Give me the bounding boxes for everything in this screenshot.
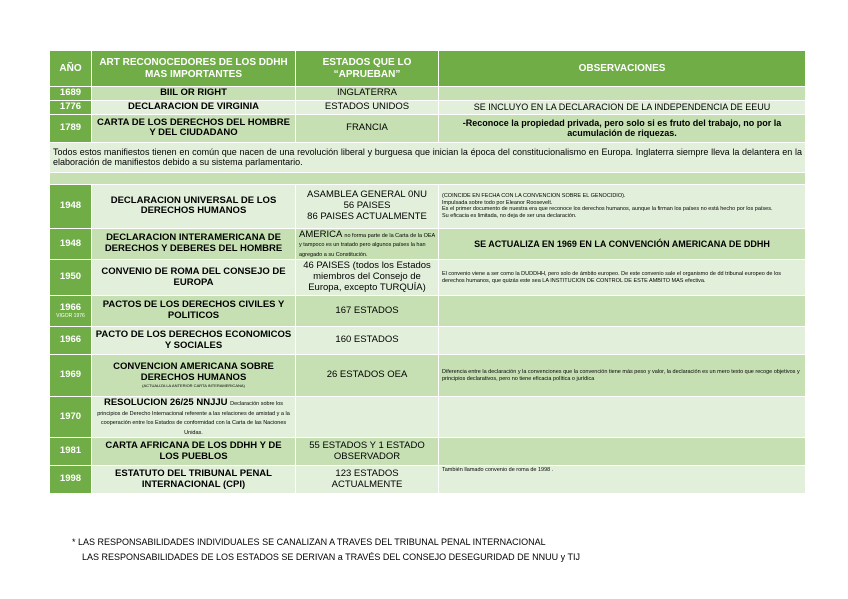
table-row: [50, 397, 806, 438]
row-observations: [439, 327, 806, 355]
obs-line: Impulsada sobre todo por Eleanor Roosevelt.: [442, 199, 553, 206]
row-year: 1998: [50, 466, 92, 494]
header-year: AÑO: [50, 51, 92, 87]
table-row: [50, 260, 806, 296]
row-art: PACTOS DE LOS DERECHOS CIVILES Y POLITICOS: [92, 296, 296, 327]
row-states: 167 ESTADOS: [296, 296, 439, 327]
row-observations: El convenio viene a ser como la DUDDHH, pero solo de ámbito europeo. De este convenio sale el organismo de dd tribunal europeo de los derechos humanos, que quizás este sea LA INSTITUCION DE CONTROL DE ESTE AMBITO MAS efectiva.: [439, 260, 806, 296]
row-observations: -Reconoce la propiedad privada, pero solo si es fruto del trabajo, no por la acumulación de riquezas.: [439, 114, 806, 142]
table-row: [50, 438, 806, 466]
header-observations: OBSERVACIONES: [439, 51, 806, 87]
art-note: Declaración sobre los principios de Derecho Internacional referente a las relaciones de amistad y a la cooperación entre los Estados de conformidad con la Carta de las Naciones Unidas.: [97, 401, 290, 436]
table-header: [50, 51, 806, 87]
table-row: [50, 100, 806, 114]
row-states: [296, 397, 439, 438]
table-row: [50, 228, 806, 260]
art-note: (ACTUALIZA LA ANTERIOR CARTA INTERAMERICANA): [142, 383, 245, 389]
row-year: 1948: [50, 228, 92, 260]
table-row: [50, 87, 806, 101]
row-year: 1950: [50, 260, 92, 296]
year-main: 1966: [59, 301, 82, 313]
row-states: 55 ESTADOS Y 1 ESTADO OBSERVADOR: [296, 438, 439, 466]
row-states: 160 ESTADOS: [296, 327, 439, 355]
row-observations: [439, 397, 806, 438]
row-year: 1689: [50, 87, 92, 101]
row-year: [50, 296, 92, 327]
row-observations: SE ACTUALIZA EN 1969 EN LA CONVENCIÓN AMERICANA DE DDHH: [439, 228, 806, 260]
obs-line: (COINCIDE EN FECHA CON LA CONVENCION SOBRE EL GENOCIDIO).: [442, 192, 626, 199]
row-states: [296, 228, 439, 260]
row-observations: [439, 184, 806, 228]
ddhh-table: [49, 50, 806, 494]
states-line: 86 PAISES ACTUALMENTE: [307, 210, 427, 222]
row-art: [92, 397, 296, 438]
table-row: [50, 296, 806, 327]
header-states: ESTADOS QUE LO “APRUEBAN”: [296, 51, 439, 87]
states-main: AMERICA: [299, 228, 342, 240]
states-small: no forma parte de la Carta de la OEA y tampoco es un tratado pero algunos países la han agregado a su Constitución.: [299, 232, 435, 258]
row-year: 1776: [50, 100, 92, 114]
row-states: 26 ESTADOS OEA: [296, 355, 439, 397]
spacer-cell: [50, 172, 806, 184]
row-art: CARTA AFRICANA DE LOS DDHH Y DE LOS PUEBLOS: [92, 438, 296, 466]
row-year: 1966: [50, 327, 92, 355]
row-year: 1970: [50, 397, 92, 438]
art-title: CONVENCION AMERICANA SOBRE DERECHOS HUMANOS: [113, 361, 274, 384]
row-states: INGLATERRA: [296, 87, 439, 101]
note-row: [50, 142, 806, 172]
row-year: 1969: [50, 355, 92, 397]
footer-note-individual: * LAS RESPONSABILIDADES INDIVIDUALES SE CANALIZAN A TRAVES DEL TRIBUNAL PENAL INTERNACIONAL: [72, 537, 546, 547]
table-row: [50, 114, 806, 142]
table-row: [50, 466, 806, 494]
row-year: 1948: [50, 184, 92, 228]
header-art: ART RECONOCEDORES DE LOS DDHH MAS IMPORTANTES: [92, 51, 296, 87]
row-observations: Diferencia entre la declaración y la convenciones que la convención tiene más peso y valor, la declaración es un mero texto que recoge objetivos y principios declarativos, pero no tiene eficacia política o jurídica: [439, 355, 806, 397]
row-observations: También llamado convenio de roma de 1998 .: [439, 466, 806, 494]
row-observations: [439, 438, 806, 466]
row-states: 46 PAISES (todos los Estados miembros del Consejo de Europa, excepto TURQUÍA): [296, 260, 439, 296]
obs-line: Su eficacia es limitada, no deja de ser una declaración.: [442, 213, 577, 220]
row-observations: [439, 87, 806, 101]
row-states: FRANCIA: [296, 114, 439, 142]
row-year: 1981: [50, 438, 92, 466]
table-row: [50, 355, 806, 397]
row-art: PACTO DE LOS DERECHOS ECONOMICOS Y SOCIALES: [92, 327, 296, 355]
row-states: 123 ESTADOS ACTUALMENTE: [296, 466, 439, 494]
row-states: ESTADOS UNIDOS: [296, 100, 439, 114]
art-title: RESOLUCION 26/25 NNJJU: [103, 397, 228, 409]
row-art: CONVENIO DE ROMA DEL CONSEJO DE EUROPA: [92, 260, 296, 296]
obs-line: Es el primer documento de nuestra era que reconoce los derechos humanos, aunque la firman los países no está hecho por los países.: [442, 206, 773, 213]
row-art: DECLARACION UNIVERSAL DE LOS DERECHOS HUMANOS: [92, 184, 296, 228]
states-line: ASAMBLEA GENERAL 0NU: [306, 189, 428, 201]
row-states: [296, 184, 439, 228]
row-art: DECLARACION DE VIRGINIA: [92, 100, 296, 114]
table-row: [50, 184, 806, 228]
row-art: [92, 355, 296, 397]
row-art: BIIL OR RIGHT: [92, 87, 296, 101]
table-row: [50, 327, 806, 355]
spacer-row: [50, 172, 806, 184]
footer-note-states: LAS RESPONSABILIDADES DE LOS ESTADOS SE DERIVAN a TRAVÉS DEL CONSEJO DESEGURIDAD DE NNUU y TIJ: [82, 552, 580, 562]
row-observations: SE INCLUYO EN LA DECLARACION DE LA INDEPENDENCIA DE EEUU: [439, 100, 806, 114]
constitutionalism-note: Todos estos manifiestos tienen en común que nacen de una revolución liberal y burguesa que inician la época del constitucionalismo en Europa. Inglaterra siempre lleva la delantera en la elaboración de manifiestos debido a su sistema parlamentario.: [50, 142, 806, 172]
row-art: DECLARACION INTERAMERICANA DE DERECHOS Y DEBERES DEL HOMBRE: [92, 228, 296, 260]
row-art: ESTATUTO DEL TRIBUNAL PENAL INTERNACIONAL (CPI): [92, 466, 296, 494]
row-art: CARTA DE LOS DERECHOS DEL HOMBRE Y DEL CIUDADANO: [92, 114, 296, 142]
states-line: 56 PAISES: [343, 199, 391, 211]
year-vigor: VIGOR 1976: [56, 312, 85, 319]
row-year: 1789: [50, 114, 92, 142]
row-observations: [439, 296, 806, 327]
